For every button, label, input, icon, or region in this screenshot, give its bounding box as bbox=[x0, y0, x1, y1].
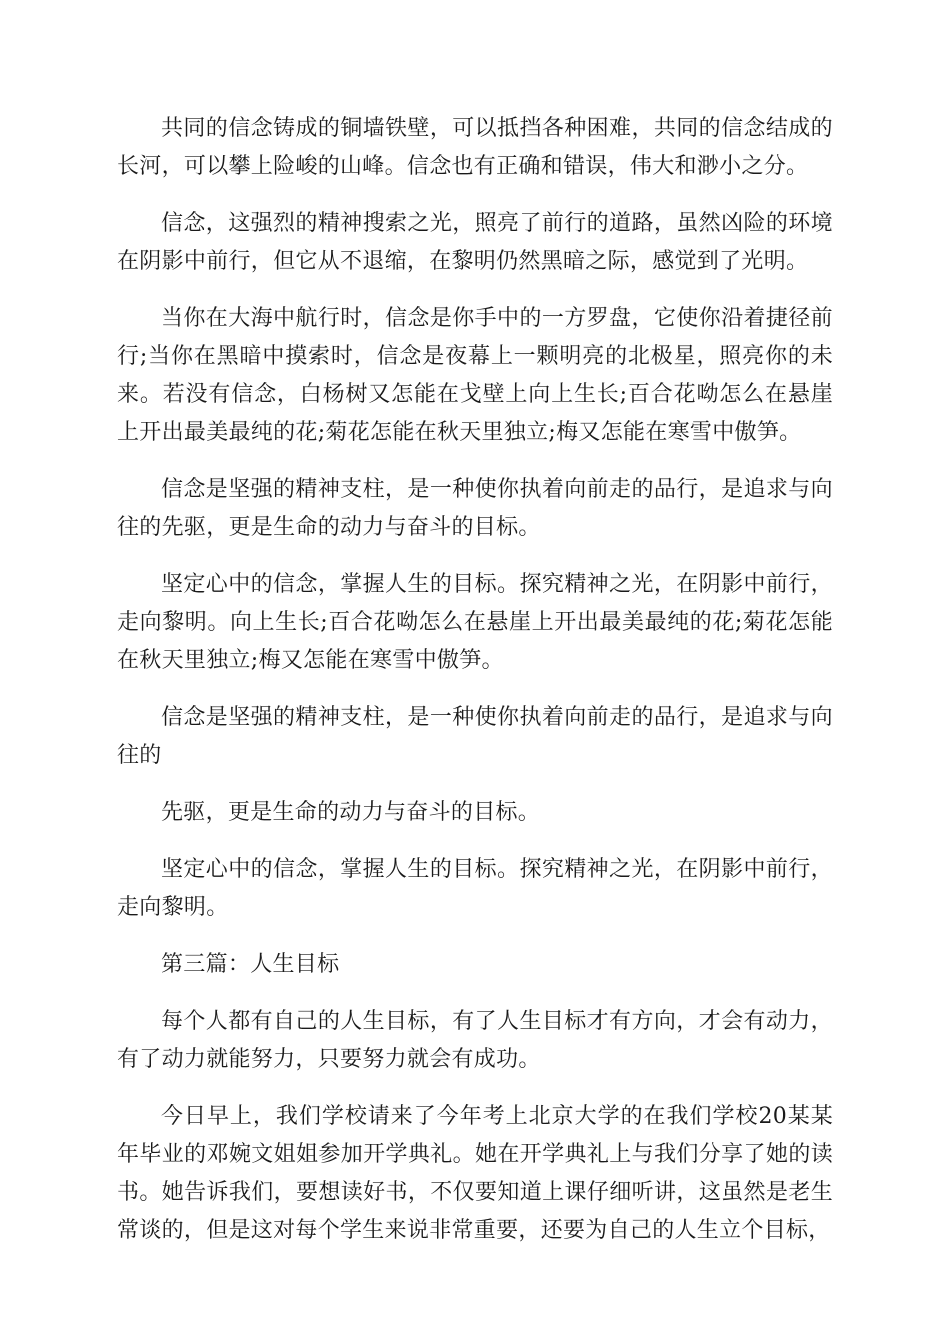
paragraph: 信念是坚强的精神支柱，是一种使你执着向前走的品行，是追求与向往的先驱，更是生命的动力与奋斗的目标。 bbox=[117, 477, 833, 540]
paragraph: 先驱，更是生命的动力与奋斗的目标。 bbox=[161, 800, 541, 825]
paragraph: 坚定心中的信念，掌握人生的目标。探究精神之光，在阴影中前行，走向黎明。向上生长;百合花呦怎么在悬崖上开出最美最纯的花;菊花怎能在秋天里独立;梅又怎能在寒雪中傲笋。 bbox=[117, 572, 833, 673]
paragraph: 共同的信念铸成的铜墙铁壁，可以抵挡各种困难，共同的信念结成的长河，可以攀上险峻的山峰。信念也有正确和错误，伟大和渺小之分。 bbox=[117, 116, 833, 179]
paragraph: 信念是坚强的精神支柱，是一种使你执着向前走的品行，是追求与向往的 bbox=[117, 705, 833, 768]
paragraph: 今日早上，我们学校请来了今年考上北京大学的在我们学校20某某年毕业的邓婉文姐姐参加开学典礼。她在开学典礼上与我们分享了她的读书。她告诉我们，要想读好书，不仅要知道上课仔细听讲，这虽然是老生常谈的，但是这对每个学生来说非常重要，还要为自己的人生立个目标， bbox=[117, 1104, 833, 1243]
paragraph: 当你在大海中航行时，信念是你手中的一方罗盘，它使你沿着捷径前行;当你在黑暗中摸索时，信念是夜幕上一颗明亮的北极星，照亮你的未来。若没有信念，白杨树又怎能在戈壁上向上生长;百合花呦怎么在悬崖上开出最美最纯的花;菊花怎能在秋天里独立;梅又怎能在寒雪中傲笋。 bbox=[117, 306, 833, 445]
paragraph: 坚定心中的信念，掌握人生的目标。探究精神之光，在阴影中前行，走向黎明。 bbox=[117, 857, 833, 920]
section-heading: 第三篇：人生目标 bbox=[161, 952, 340, 977]
paragraph: 信念，这强烈的精神搜索之光，照亮了前行的道路，虽然凶险的环境在阴影中前行，但它从不退缩，在黎明仍然黑暗之际，感觉到了光明。 bbox=[117, 211, 833, 274]
document-page bbox=[117, 110, 833, 1269]
paragraph: 每个人都有自己的人生目标，有了人生目标才有方向，才会有动力，有了动力就能努力，只要努力就会有成功。 bbox=[117, 1009, 833, 1072]
